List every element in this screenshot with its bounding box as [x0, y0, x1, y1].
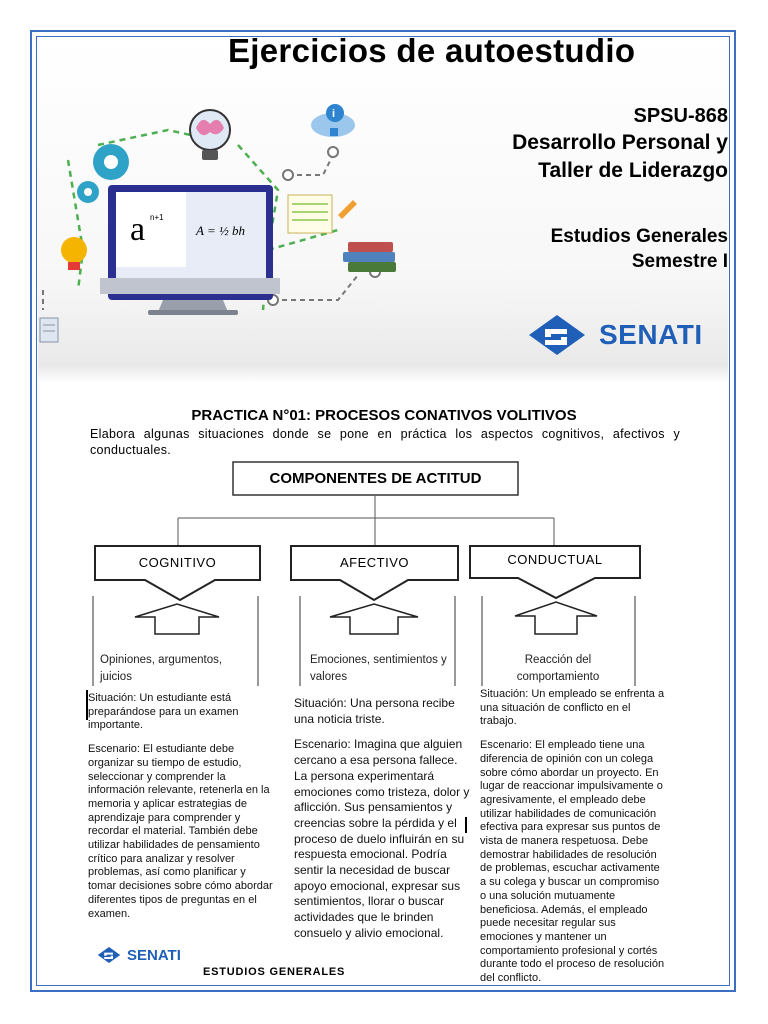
svg-text:A = ½ bh: A = ½ bh	[196, 223, 245, 238]
course-code: SPSU-868	[633, 105, 728, 127]
footer-logo	[97, 946, 181, 964]
column-cognitivo	[88, 692, 273, 931]
text-cursor-mark	[86, 690, 88, 720]
situation-afectivo: Situación: Una persona recibe una noticia triste.	[294, 696, 455, 726]
situation-cognitivo: Situación: Un estudiante está preparándose para un examen importante.	[88, 692, 239, 732]
svg-text:i: i	[332, 108, 336, 120]
scenario-cognitivo: Escenario: El estudiante debe organizar su tiempo de estudio, seleccionar y comprender la información relevante, retenerla en la memoria y aplicar estrategias de aprendizaje para comprender y recordar el material. También debe utilizar habilidades de pensamiento crítico para analizar y resolver problemas, así como planificar y tomar decisiones sobre cómo abordar diferentes tipos de preguntas en el examen.	[88, 743, 273, 920]
svg-text:n+1: n+1	[150, 213, 164, 222]
semester-label: Semestre I	[631, 251, 728, 272]
svg-text:a: a	[130, 211, 146, 248]
situation-conductual: Situación: Un empleado se enfrenta a una situación de conflicto en el trabajo.	[480, 688, 665, 728]
footer-wordmark: SENATI	[127, 946, 181, 964]
course-name-line1: Desarrollo Personal y	[512, 131, 728, 154]
scenario-conductual: Escenario: El empleado tiene una diferencia de opinión con un colega sobre cómo abordar un proyecto. En lugar de reaccionar impulsivamente o agresivamente, el empleado debe utilizar habilidades de comunicación efectiva para expresar sus puntos de vista de manera respetuosa. Debe demostrar habilidades de resolución de problemas, escuchar activamente a su colega y buscar un compromiso o una solución mutuamente beneficiosa. Además, el empleado puede necesitar regular sus emociones y mantener un comportamiento profesional y cortés durante todo el proceso de resolución del conflicto.	[480, 739, 665, 985]
description-conductual: Reacción del comportamiento	[516, 654, 600, 683]
diagram-title: COMPONENTES DE ACTITUD	[269, 470, 482, 487]
column-afectivo	[294, 696, 472, 952]
practice-title: PRACTICA N°01: PROCESOS CONATIVOS VOLITIVOS	[191, 407, 577, 424]
studies-label: Estudios Generales	[550, 226, 728, 247]
footer-text: ESTUDIOS GENERALES	[203, 966, 346, 978]
description-cognitivo: Opiniones, argumentos, juicios	[100, 654, 223, 683]
category-conductual: CONDUCTUAL	[507, 552, 603, 567]
scenario-afectivo: Escenario: Imagina que alguien cercano a esa persona fallece. La persona experimentará emociones como tristeza, dolor y aflicción. Sus pensamientos y creencias sobre la pérdida y el proceso de duelo influirán en su respuesta emocional. Podría sentir la necesidad de buscar apoyo emocional, expresar sus sentimientos, llorar o buscar actividades que le brinden consuelo y alivio emocional.	[294, 737, 470, 940]
page-title: Ejercicios de autoestudio	[228, 32, 636, 69]
senati-wordmark: SENATI	[599, 319, 703, 350]
senati-emblem-icon	[97, 946, 121, 964]
practice-instruction: Elabora algunas situaciones donde se pone en práctica los aspectos cognitivos, afectivos y conductuales.	[90, 427, 680, 457]
course-name-line2: Taller de Liderazgo	[538, 159, 728, 182]
description-afectivo: Emociones, sentimientos y valores	[310, 654, 447, 683]
cognitivo-arrow	[135, 604, 219, 634]
category-cognitivo: COGNITIVO	[138, 555, 217, 570]
afectivo-arrow	[330, 604, 418, 634]
conductual-arrow	[515, 602, 597, 634]
text-cursor-mark	[465, 817, 467, 833]
category-afectivo: AFECTIVO	[339, 555, 409, 570]
column-conductual	[480, 688, 668, 996]
